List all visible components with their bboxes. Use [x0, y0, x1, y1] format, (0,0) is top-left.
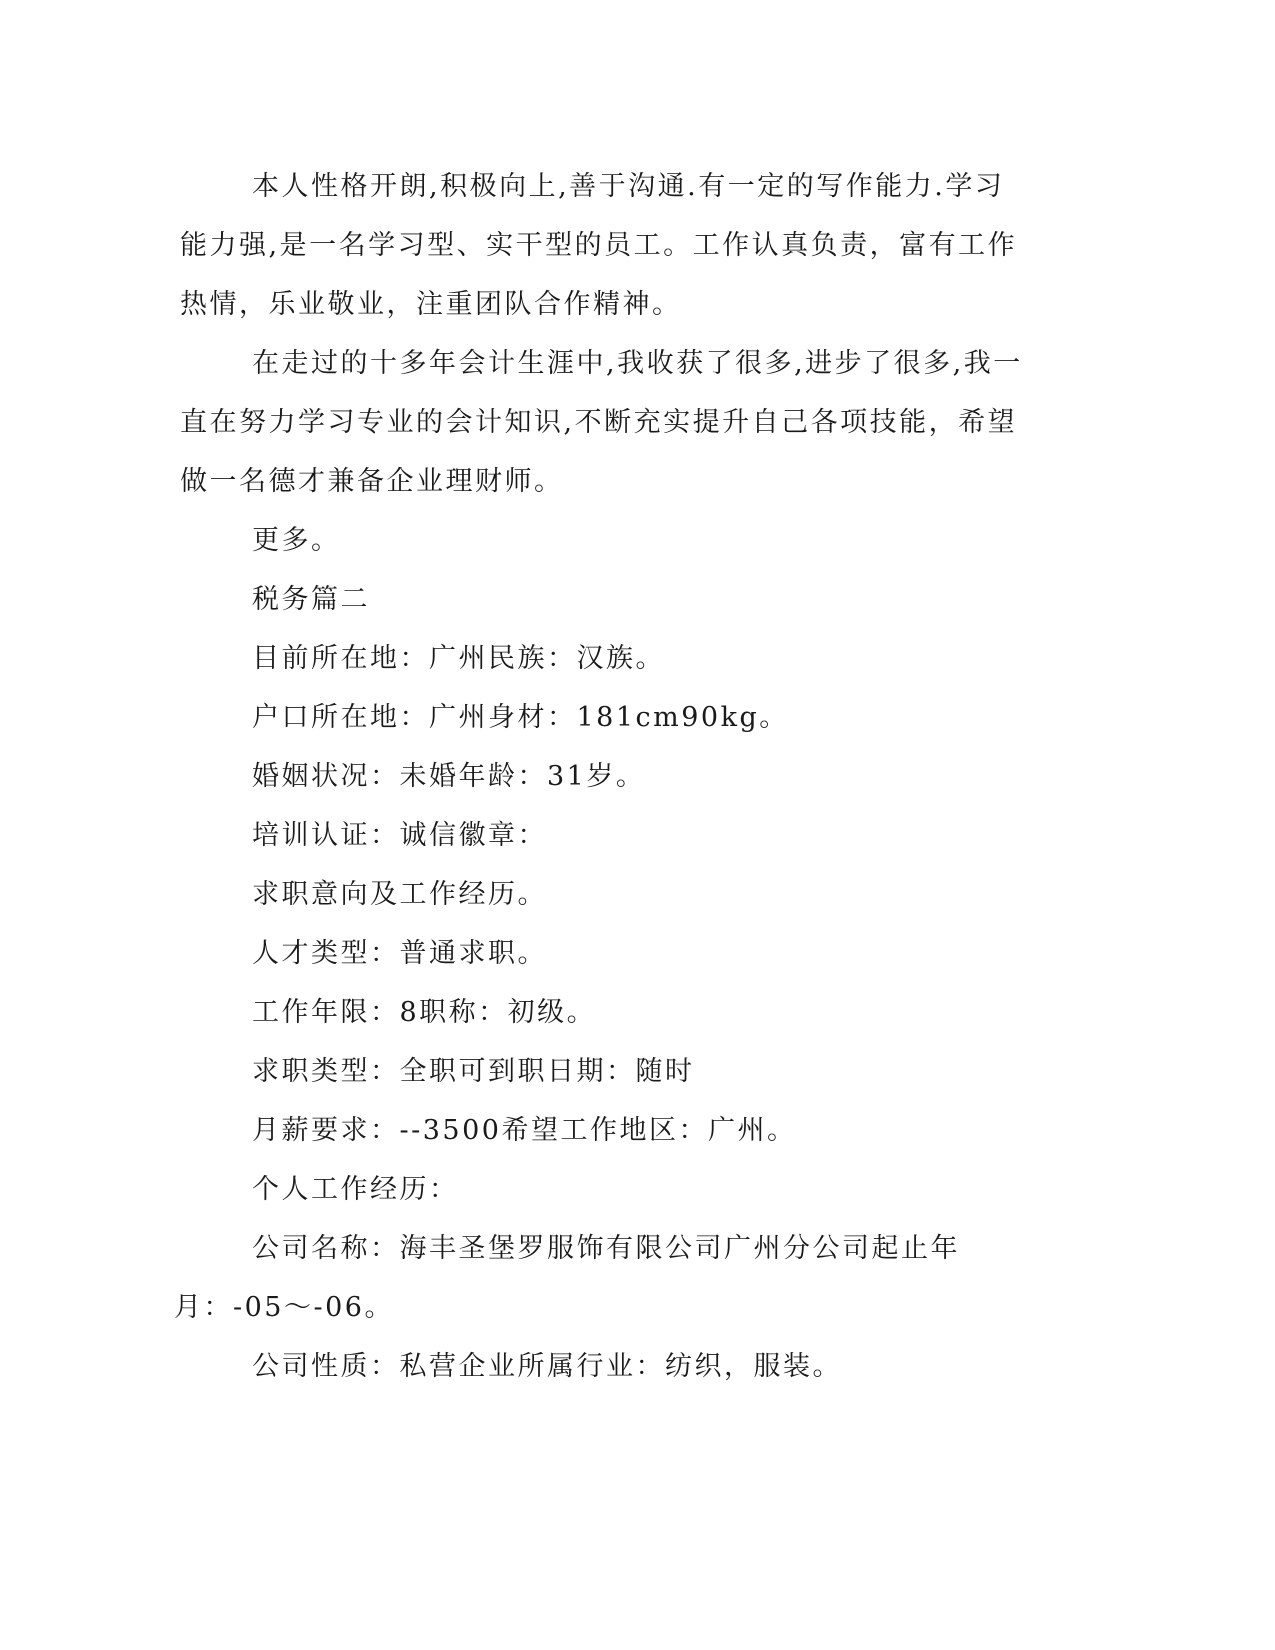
- paragraph-self-introduction: 本人性格开朗,积极向上,善于沟通.有一定的写作能力.学习能力强,是一名学习型、实干型的员工。工作认真负责，富有工作热情，乐业敬业，注重团队合作精神。: [180, 171, 1018, 320]
- section-heading: 税务篇二: [252, 584, 370, 615]
- paragraph-company-nature: 公司性质：私营企业所属行业：纺织，服装。: [252, 1351, 842, 1382]
- paragraph-job-intention: 求职意向及工作经历。: [252, 879, 547, 910]
- paragraph-career-summary: 在走过的十多年会计生涯中,我收获了很多,进步了很多,我一直在努力学习专业的会计知识,不断充实提升自己各项技能，希望做一名德才兼备企业理财师。: [180, 348, 1023, 497]
- paragraph-work-years: 工作年限：8职称：初级。: [252, 997, 597, 1028]
- paragraph-job-type: 求职类型：全职可到职日期：随时: [252, 1056, 695, 1087]
- paragraph-certification: 培训认证：诚信徽章：: [252, 820, 547, 851]
- paragraph-salary: 月薪要求：--3500希望工作地区：广州。: [252, 1115, 797, 1146]
- paragraph-company-name: 公司名称：海丰圣堡罗服饰有限公司广州分公司起止年月：-05～-06。: [174, 1233, 960, 1323]
- document-body: [174, 157, 1030, 1396]
- paragraph-location: 目前所在地：广州民族：汉族。: [252, 643, 665, 674]
- paragraph-work-history-heading: 个人工作经历：: [252, 1174, 459, 1205]
- paragraph-hukou: 户口所在地：广州身材：181cm90kg。: [252, 702, 789, 733]
- paragraph-more: 更多。: [252, 525, 341, 556]
- paragraph-marital-status: 婚姻状况：未婚年龄：31岁。: [252, 761, 646, 792]
- paragraph-talent-type: 人才类型：普通求职。: [252, 938, 547, 969]
